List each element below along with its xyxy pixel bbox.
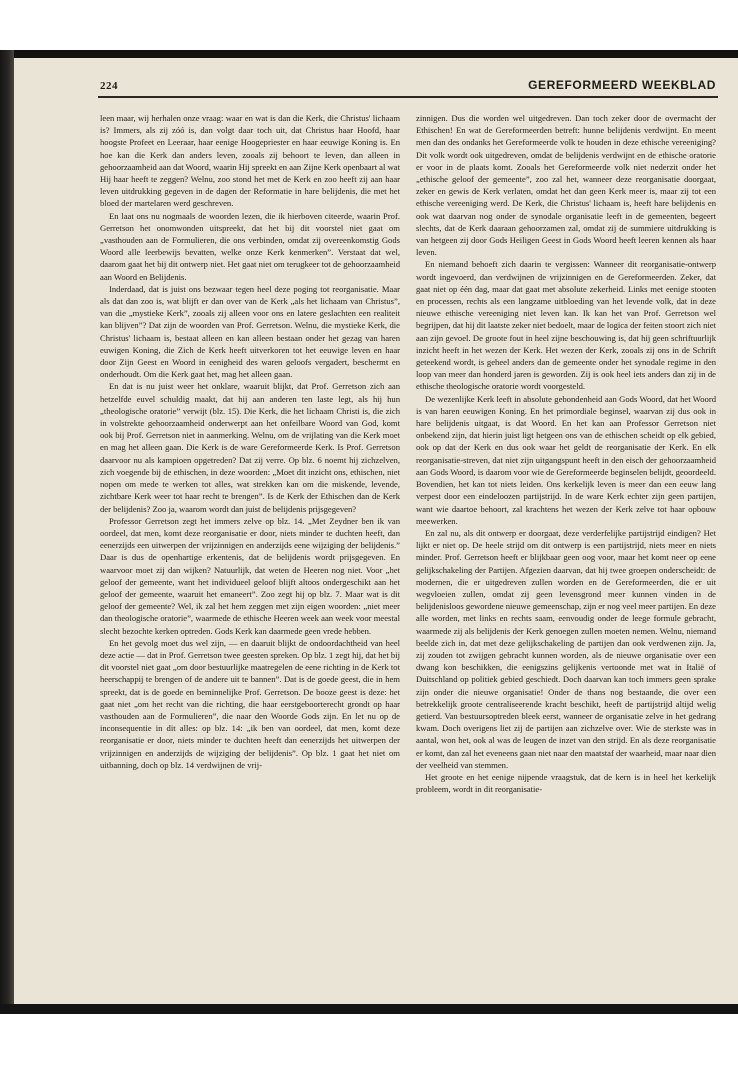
paragraph: leen maar, wij herhalen onze vraag: waar en wat is dan die Kerk, die Christus' lichaam is? Immers, als zij zóó is, dan volgt daar toch uit, dat Christus haar Hoofd, haar hoogste Profeet en Leeraar, haar eenige Hoogepriester en haar eeuwige Koning is. En hoe kan die Kerk dan anders leven, zooals zij behoort te leven, dan alleen in gehoorzaamheid aan dat Woord, waarin Hij spreekt en aan Zijne Kerk openbaart al wat Hij haar heeft te zeggen? Welnu, zoo stond het met de Kerk en zoo heeft zij aan haar leven uitdrukking gegeven in de dagen der Reformatie in hare belijdenis, die met het bloed der martelaren werd geschreven.: [100, 113, 400, 209]
left-column: [100, 112, 400, 771]
paragraph: zinnigen. Dus die worden wel uitgedreven. Dan toch zeker door de overmacht der Ethischen! En wat de Gereformeerden betreft: hunne belijdenis verdwijnt. En meent men dan des ondanks het Gereformeerde volk te houden in deze ethische vereeniging? Dit volk wordt ook uitgedreven, omdat de belijdenis verdwijnt en de ethische oratorie er voor in de plaats komt. Zooals het Gereformeerde volk niet nederzit onder het „ethische geloof der gemeente”, zoo zal het, wanneer deze reorganisatie doorgaat, zeker en gewis de Kerk verlaten, omdat het dan geen Kerk meer is, maar zij tot een ethische vereeniging werd. De Kerk, die Christus' lichaam is, heeft hare belijdenis en ook wat daarvan nog onder de synodale organisatie leeft in de gemeenten, begeert slechts, dat de Kerk daaraan gehoorzamen zal, omdat zij de summiere uitdrukking is van hetgeen zij door Gods Heiligen Geest in Gods Woord heeft leeren kennen als haar leven.: [416, 113, 716, 258]
paragraph: En dat is nu juist weer het onklare, waaruit blijkt, dat Prof. Gerretson zich aan hetzelfde euvel schuldig maakt, dat hij aan anderen ten laste legt, als hij hun „theologische oratorie” verwijt (blz. 15). Die Kerk, die het lichaam Christi is, die zich in volstrekte gehoorzaamheid onderwerpt aan het onfeilbare Woord van God, komt ook bij Prof. Gerretson niet in aanmerking. Welnu, om de vrijlating van die Kerk moet en mag het alleen gaan. Die Kerk is de ware Gereformeerde Kerk. Is Prof. Gerretson daarvoor nu als kampioen opgetreden? Dat zij verre. Op blz. 6 noemt hij zichzelven, zich voegende bij de ethischen, in deze woorden: „Moet dit inzicht ons, ethischen, niet nopen om mede te werken tot alles, wat strekken kan om die miskende, levende, zichtbare Kerk weer tot haar recht te brengen”. Is de Kerk der Ethischen dan de Kerk der belijdenis? Zoo ja, waarom wordt dan juist de belijdenis prijsgegeven?: [100, 381, 400, 514]
running-title: GEREFORMEERD WEEKBLAD: [528, 78, 716, 92]
paragraph: En niemand behoeft zich daarin te vergissen: Wanneer dit reorganisatie-ontwerp wordt ingevoerd, dan verdwijnen de vrijzinnigen en de Gereformeerden. Zeker, dat gaat niet op één dag, maar dat gaat met absolute zekerheid. Links met eenige stooten en processen, rechts als een langzame uitbloeding van het levende volk, dat in deze nieuwe ethische vereeniging niet leven kan. Ik kan het van Prof. Gerretson wel begrijpen, dat hij dit laatste zeker niet bedoelt, maar de logica der feiten stoort zich niet aan zijn gevoel. De groote fout in heel zijne beschouwing is, dat hij geen schriftuurlijk inzicht heeft in het wezen der Kerk. Het wezen der Kerk, zooals zij ons in de Schrift geteekend wordt, is geheel anders dan de gemeente onder het synodale regime in den loop van meer dan honderd jaren is geworden. Zij is ook heel iets anders dan zij in de ethische theologische oratorie wordt voorgesteld.: [416, 259, 716, 392]
scan-border-top: [0, 50, 738, 58]
paragraph: De wezenlijke Kerk leeft in absolute gebondenheid aan Gods Woord, dat het Woord is van haren eeuwigen Koning. En het primordiale beginsel, waarvan zij dus ook in hare belijdenis uitgaat, is dat Woord. En het kan aan Professor Gerretson niet onbekend zijn, dat hierin juist ligt hetgeen ons van de ethischen scheidt op elk gebied, ook op dat der Kerk en dus ook waar het geldt de reorganisatie der Kerk. En elk reorganisatie-streven, dat niet zijn uitgangspunt heeft in den eisch der gehoorzaamheid aan Gods Woord, is daarom voor wie de Gereformeerde beginselen belijdt, geoordeeld. Bovendien, het kan tot niets leiden. Ons kerkelijk leven is meer dan een eeuw lang verpest door een eindeloozen partijstrijd. In de ware Kerk echter zijn geen partijen, want wie daartoe behoort, zal krachtens het wezen der Kerk zelve tot haar opbouw meewerken.: [416, 393, 716, 526]
right-column: [416, 112, 716, 795]
paragraph: Professor Gerretson zegt het immers zelve op blz. 14. „Met Zeydner ben ik van oordeel, dat men, komt deze reorganisatie er door, niets minder te duchten heeft, dan eenerzijds een uitwerpen der vrijzinnigen en anderzijds eene wijziging der belijdenis.” Daar is dus de openhartige erkentenis, dat de belijdenis wordt prijsgegeven. En waarvoor moet zij dan wijken? Natuurlijk, dat weten de Heeren nog niet. Voor „het geloof der gemeente, want het individueel geloof blijft altoos ondergeschikt aan het geloof der gemeente, waaruit het emaneert”. Zoo zegt hij op blz. 7. Maar wat is dit geloof der gemeente? Wel, ik zal het hem zeggen met zijn eigen woorden: „niet meer dan theologische oratorie”, waarmede de ethische Heeren week aan week voor meestal slecht bezochte kerken optreden. Gods Kerk kan daarmede geen vrede hebben.: [100, 515, 400, 636]
page-number: 224: [100, 80, 118, 92]
paragraph: En zal nu, als dit ontwerp er doorgaat, deze verderfelijke partijstrijd eindigen? Het lijkt er niet op. De heele strijd om dit ontwerp is een partijstrijd, niets meer en niets minder. Prof. Gerretson heeft er blijkbaar geen oog voor, maar het komt neer op eene gelijkschakeling der Partijen. Afgezien daarvan, dat hij twee groepen onderscheidt: de modernen, die er uitgedreven zullen worden en de Gereformeerden, die er uit wegvloeien zullen, omdat zij geen levensgrond meer kunnen vinden in de belijdenisloos gewordene nieuwe gemeenschap, zijn er nog veel meer partijen. En deze alle worden, met links en rechts saam, eenvoudig onder de leege formule gebracht, waarmede zij als belijdenis der Kerk genoegen zullen moeten nemen. Welnu, niemand beelde zich in, dat met deze gelijkschakeling de partijen dan ook verdwenen zijn. Ja, zij zouden tot zwijgen gebracht kunnen worden, als de nieuwe organisatie over een dwang kon beschikken, die eenigszins gelijkenis vertoonde met wat in Italië of Duitschland op politiek gebied geschiedt. Doch daarvan kan toch immers geen sprake zijn onder die nieuwe organisatie! Onder de thans nog bestaande, die over een betrekkelijk groote centraliseerende kracht beschikt, heeft de partijstrijd altijd welig getierd. Van bestuursoptreden bleek eerst, wanneer de organisatie zelve in het gedrang kwam. Doch overigens liet zij de partijen aan zichzelve over. Wie de sterkste was in aantal, won het, ook al was de leugen de inzet van den strijd. En als deze reorganisatie er komt, dan zal het eveneens gaan niet naar den maatstaf der waarheid, maar naar dien der veelheid van stemmen.: [416, 527, 716, 770]
paragraph: En laat ons nu nogmaals de woorden lezen, die ik hierboven citeerde, waarin Prof. Gerretson het onomwonden uitspreekt, dat het bij dit voorstel niet gaat om „vasthouden aan de Formulieren, die ons verbinden, omdat zij overeenkomstig Gods Woord alle leerbewijs bevatten, welke onze Kerk kenmerken”. Verstaat dat wel, daarom gaat het bij dit ontwerp niet. Het gaat niet om terugkeer tot de gehoorzaamheid aan Woord en Belijdenis.: [100, 210, 400, 282]
paragraph: Het groote en het eenige nijpende vraagstuk, dat de kern is in heel het kerkelijk probleem, wordt in dit reorganisatie-: [416, 771, 716, 795]
scan-border-bottom: [0, 1004, 738, 1014]
paragraph: En het gevolg moet dus wel zijn, — en daaruit blijkt de ondoordachtheid van heel deze actie — dat in Prof. Gerretson twee geesten spreken. Op blz. 1 zegt hij, dat het bij dit voorstel niet gaat „om door bestuurlijke maatregelen de eene richting in de Kerk tot heerschappij te brengen of de andere uit te bannen”. Dat is de goede geest, die in hem spreekt, dat is de goede en beminnelijke Prof. Gerretson. De booze geest is deze: het gaat niet „om het recht van die richting, die haar eerstgeboorterecht grondt op haar vasthouden aan de Formulieren”, die naar den Woorde Gods zijn. En let nu op de inconsequentie in dit alles: op blz. 14: „ik ben van oordeel, dat men, komt deze reorganisatie er door, niets minder te duchten heeft dan eenerzijds het uitwerpen der vrijzinnigen en anderzijds de wijziging der belijdenis”. Op blz. 1 gaat het niet om uitbanning, doch op blz. 14 verdwijnen de vrij-: [100, 637, 400, 770]
scan-border-left: [0, 50, 14, 1010]
paragraph: Inderdaad, dat is juist ons bezwaar tegen heel deze poging tot reorganisatie. Maar als dat dan zoo is, wat blijft er dan over van de Kerk „als het lichaam van Christus”, van die „mystieke Kerk”, zooals zij alleen voor ons en latere geslachten een realiteit kan blijven”? Dat zijn de woorden van Prof. Gerretson. Welnu, die mystieke Kerk, die Christus' lichaam is, bestaat alleen en kan alleen bestaan onder het gezag van haren euwigen Koning, die Zich de Kerk heeft uitverkoren tot het eeuwige leven en haar door Zijn Geest en Woord in eenigheid des waren geloofs vergadert, beschermt en onderhoudt. Om die Kerk gaat het, mag het alleen gaan.: [100, 283, 400, 380]
header-rule: [98, 96, 718, 98]
